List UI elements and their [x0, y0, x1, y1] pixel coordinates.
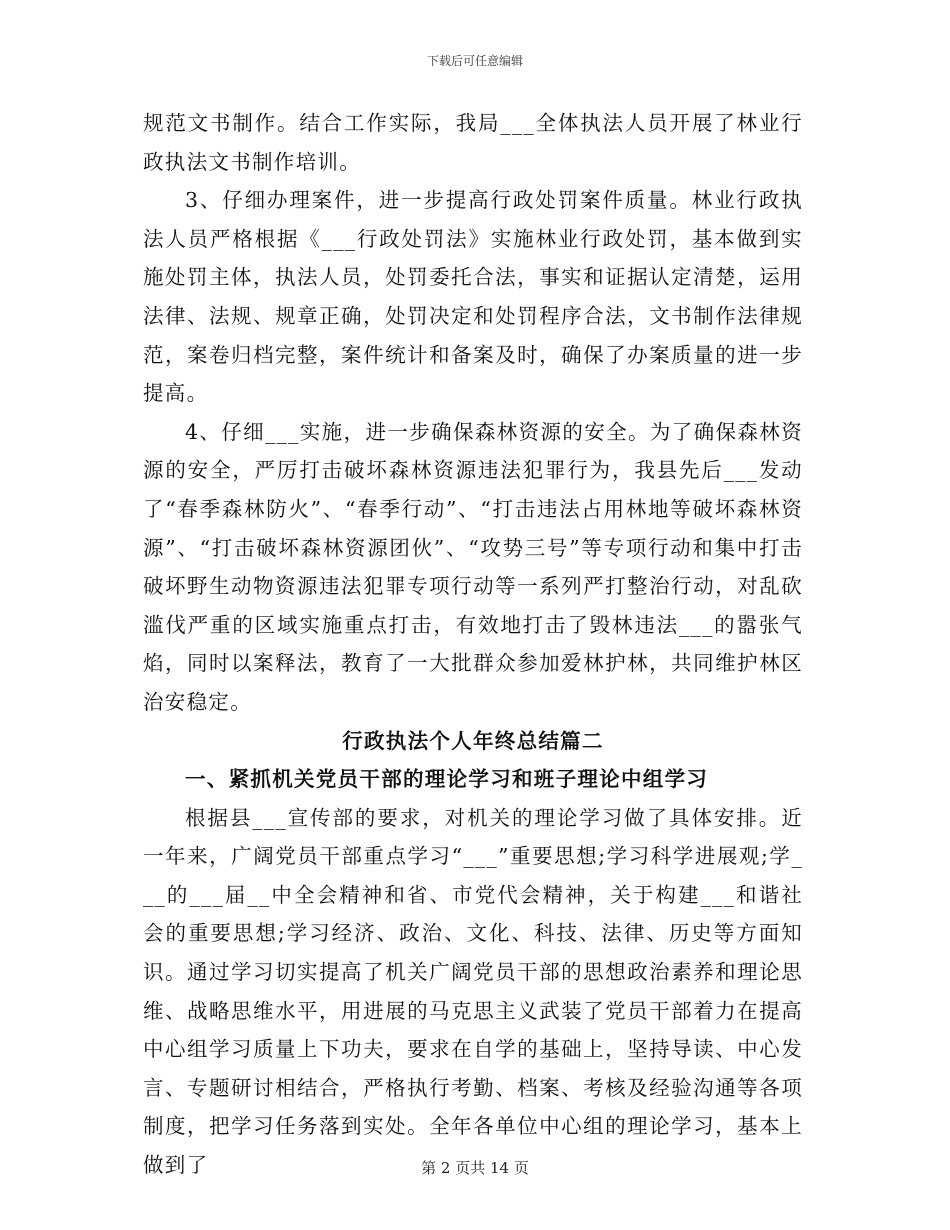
section-subheading: 一、紧抓机关党员干部的理论学习和班子理论中组学习 [185, 767, 709, 792]
paragraph-item-4: 4、仔细___实施，进一步确保森林资源的安全。为了确保森林资源的安全，严厉打击破坏森林资源违法犯罪行为，我县先后___发动了“春季森林防火”、“春季行动”、“打击违法占用林地等破坏森林资源”、“打击破坏森林资源团伙”、“攻势三号”等专项行动和集中打击破坏野生动物资源违法犯罪专项行动等一系列严打整治行动，对乱砍滥伐严重的区域实施重点打击，有效地打击了毁林违法___的嚣张气焰，同时以案释法，教育了一大批群众参加爱林护林，共同维护林区治安稳定。 [143, 419, 803, 714]
page-footer: 第 2 页共 14 页 [421, 1159, 529, 1177]
section-title: 行政执法个人年终总结篇二 [342, 728, 604, 753]
document-body [143, 104, 803, 1185]
paragraph-item-3: 3、仔细办理案件，进一步提高行政处罚案件质量。林业行政执法人员严格根据《___行政处罚法》实施林业行政处罚，基本做到实施处罚主体，执法人员，处罚委托合法，事实和证据认定清楚，运用法律、法规、规章正确，处罚决定和处罚程序合法，文书制作法律规范，案卷归档完整，案件统计和备案及时，确保了办案质量的进一步提高。 [143, 188, 803, 406]
page-header: 下载后可任意编辑 [426, 54, 523, 68]
paragraph-continued: 规范文书制作。结合工作实际，我局___全体执法人员开展了林业行政执法文书制作培训。 [143, 111, 803, 174]
paragraph-study: 根据县___宣传部的要求，对机关的理论学习做了具体安排。近一年来，广阔党员干部重点学习“___”重要思想;学习科学进展观;学___的___届__中全会精神和省、市党代会精神，关于构建___和谐社会的重要思想;学习经济、政治、文化、科技、法律、历史等方面知识。通过学习切实提高了机关广阔党员干部的思想政治素养和理论思维、战略思维水平，用进展的马克思主义武装了党员干部着力在提高中心组学习质量上下功夫，要求在自学的基础上，坚持导读、中心发言、专题研讨相结合，严格执行考勤、档案、考核及经验沟通等各项制度，把学习任务落到实处。全年各单位中心组的理论学习，基本上做到了 [143, 805, 803, 1178]
